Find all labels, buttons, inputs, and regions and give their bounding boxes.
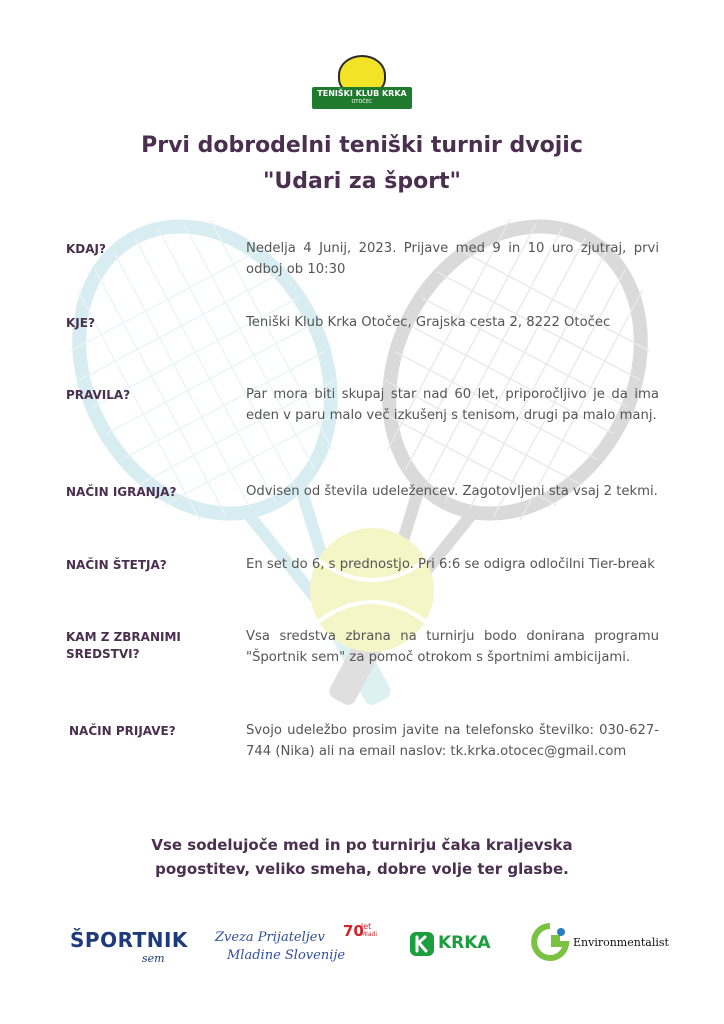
zpms-badge-let: let — [361, 922, 372, 931]
detail-text: Par mora biti skupaj star nad 60 let, priporočljivo je da ima eden v paru malo več izkušenj s tenisom, drugi pa malo manj. — [246, 387, 659, 423]
environmentalist-wordmark: Environmentalist — [573, 936, 669, 949]
club-logo-place: OTOČEC — [351, 99, 373, 105]
detail-text: Nedelja 4 Junij, 2023. Prijave med 9 in 10 uro zjutraj, prvi odboj ob 10:30 — [246, 241, 659, 277]
sponsor-sportnik-sem-logo — [70, 918, 188, 968]
zpms-badge-mladi: Mladi — [361, 931, 377, 938]
environmentalist-leaf-icon — [530, 922, 570, 962]
detail-text: En set do 6, s prednostjo. Pri 6:6 se odigra odločilni Tier-break — [246, 557, 655, 572]
zpms-badge-number: 70 — [343, 922, 364, 940]
detail-text: Odvisen od števila udeležencev. Zagotovljeni sta vsaj 2 tekmi. — [246, 484, 658, 499]
sportnik-sub: sem — [142, 952, 165, 965]
krka-k-icon — [410, 932, 434, 956]
detail-text: Vsa sredstva zbrana na turnirju bodo donirana programu "Športnik sem" za pomoč otrokom s športnimi ambicijami. — [246, 629, 659, 665]
club-logo-banner — [312, 87, 412, 109]
detail-text: Svojo udeležbo prosim javite na telefonsko številko: 030-627-744 (Nika) ali na email naslov: tk.krka.otocec@gmail.com — [246, 723, 659, 759]
club-logo — [312, 55, 412, 111]
detail-label: KJE? — [66, 316, 95, 330]
sponsor-krka-logo — [408, 918, 503, 968]
sponsor-zpms-logo — [215, 918, 380, 968]
sponsor-environmentalist-logo — [530, 918, 669, 968]
detail-label: NAČIN PRIJAVE? — [69, 724, 176, 738]
club-logo-name: TENIŠKI KLUB KRKA — [317, 89, 407, 98]
page-title — [40, 128, 684, 200]
title-line-1: Prvi dobrodelni teniški turnir dvojic — [141, 133, 583, 158]
title-line-2: "Udari za šport" — [262, 169, 462, 194]
detail-label: NAČIN IGRANJA? — [66, 485, 177, 499]
closing-line-1: Vse sodelujoče med in po turnirju čaka kraljevska — [151, 836, 573, 854]
detail-label: PRAVILA? — [66, 388, 131, 402]
sportnik-wordmark: ŠPORTNIK — [70, 928, 188, 952]
krka-wordmark: KRKA — [438, 933, 491, 953]
closing-note — [100, 833, 624, 881]
zpms-line-1: Zveza Prijateljev — [215, 930, 325, 945]
detail-label: KDAJ? — [66, 242, 106, 256]
zpms-line-2: Mladine Slovenije — [227, 948, 346, 963]
detail-label: KAM Z ZBRANIMI SREDSTVI? — [66, 630, 181, 661]
closing-line-2: pogostitev, veliko smeha, dobre volje ter glasbe. — [155, 860, 569, 878]
detail-text: Teniški Klub Krka Otočec, Grajska cesta 2, 8222 Otočec — [246, 315, 611, 330]
detail-label: NAČIN ŠTETJA? — [66, 558, 167, 572]
zpms-anniversary-badge — [343, 922, 377, 948]
